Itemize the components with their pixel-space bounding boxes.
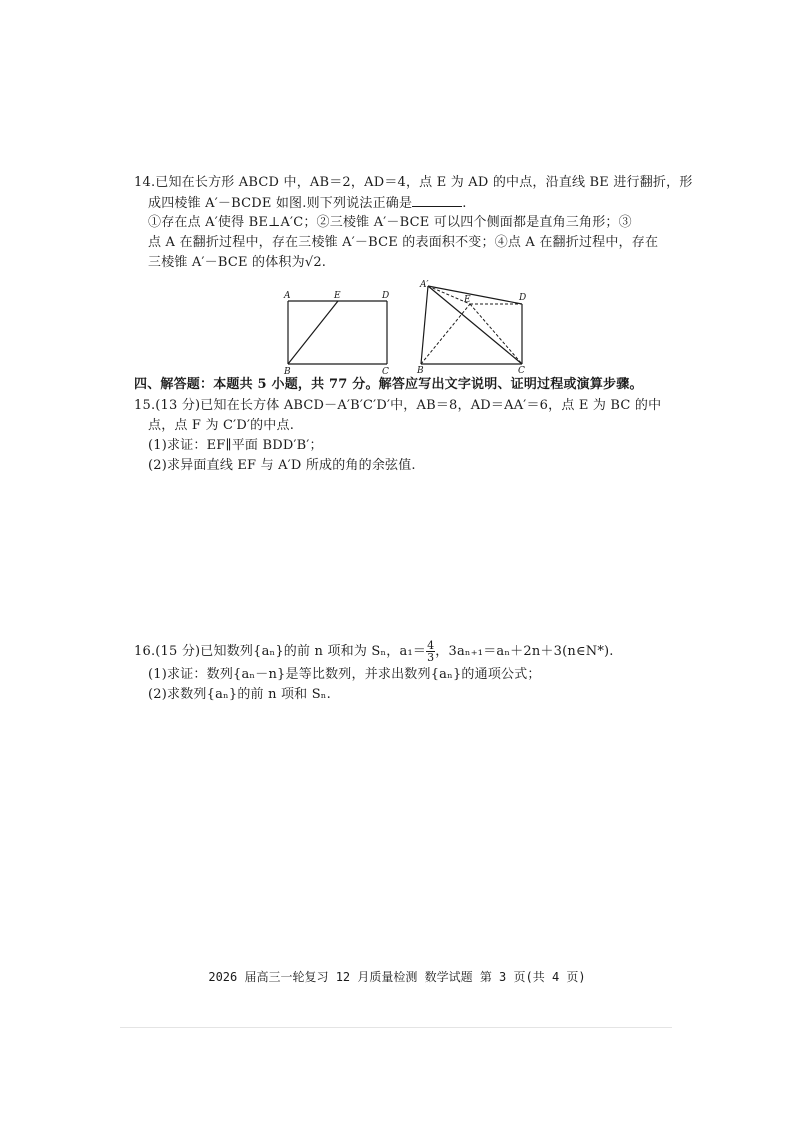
fraction-denominator: 3 xyxy=(427,651,435,664)
fraction-a1 xyxy=(426,640,435,663)
answer-blank xyxy=(412,194,462,207)
q14-line-1: 14.已知在长方形 ABCD 中，AB＝2，AD＝4，点 E 为 AD 的中点，沿直线 BE 进行翻折，形 xyxy=(134,175,693,190)
label-e: E xyxy=(464,295,471,305)
q14-line-2-text: 成四棱锥 A′－BCDE 如图.则下列说法正确是 xyxy=(148,196,413,211)
edge-a-b xyxy=(421,286,428,364)
q16-prefix: 16.(15 分)已知数列{aₙ}的前 n 项和为 Sₙ，a₁＝ xyxy=(134,644,427,659)
q15-part-1: (1)求证：EF∥平面 BDD′B′； xyxy=(148,438,323,453)
label-b: B xyxy=(417,366,424,376)
label-d: D xyxy=(382,291,390,301)
q14-line-3: ①存在点 A′使得 BE⊥A′C；②三棱锥 A′－BCE 可以四个侧面都是直角三角形；③ xyxy=(148,215,632,230)
q16-part-2: (2)求数列{aₙ}的前 n 项和 Sₙ. xyxy=(148,687,331,702)
label-c: C xyxy=(518,366,525,376)
q14-line-5: 三棱锥 A′－BCE 的体积为√2. xyxy=(148,255,327,270)
edge-e-c-dashed xyxy=(470,304,522,364)
label-a: A xyxy=(284,291,291,301)
label-e: E xyxy=(334,291,341,301)
q15-line-2: 点，点 F 为 C′D′的中点. xyxy=(148,418,295,433)
q16-line-1 xyxy=(134,637,614,667)
q16-suffix: ，3aₙ₊₁＝aₙ＋2n＋3(n∈N*). xyxy=(435,644,614,659)
q15-line-1: 15.(13 分)已知在长方体 ABCD－A′B′C′D′中，AB＝8，AD＝AA′＝6，点 E 为 BC 的中 xyxy=(134,398,662,413)
section-heading: 四、解答题：本题共 5 小题，共 77 分。解答应写出文字说明、证明过程或演算步骤。 xyxy=(134,377,643,392)
label-c: C xyxy=(382,367,389,376)
q14-line-4: 点 A 在翻折过程中，存在三棱锥 A′－BCE 的表面积不变；④点 A 在翻折过程中，存在 xyxy=(148,235,659,250)
figure-pyramid xyxy=(412,276,542,376)
edge-be xyxy=(288,301,338,364)
fraction-numerator: 4 xyxy=(427,639,435,652)
page-footer: 2026 届高三一轮复习 12 月质量检测 数学试题 第 3 页(共 4 页) xyxy=(208,970,586,984)
label-a-prime: A′ xyxy=(420,280,429,290)
figure-rectangle xyxy=(280,286,400,376)
label-d: D xyxy=(519,293,527,303)
edge-a-d xyxy=(428,286,522,304)
edge-b-e-dashed xyxy=(421,304,470,364)
q14-line-2 xyxy=(148,194,467,213)
q16-part-1: (1)求证：数列{aₙ－n}是等比数列，并求出数列{aₙ}的通项公式； xyxy=(148,667,541,682)
edge-a-c xyxy=(428,286,522,364)
q14-line-2-end: . xyxy=(462,196,467,211)
q15-part-2: (2)求异面直线 EF 与 A′D 所成的角的余弦值. xyxy=(148,458,416,473)
bottom-divider xyxy=(120,1027,672,1028)
label-b: B xyxy=(284,367,291,376)
